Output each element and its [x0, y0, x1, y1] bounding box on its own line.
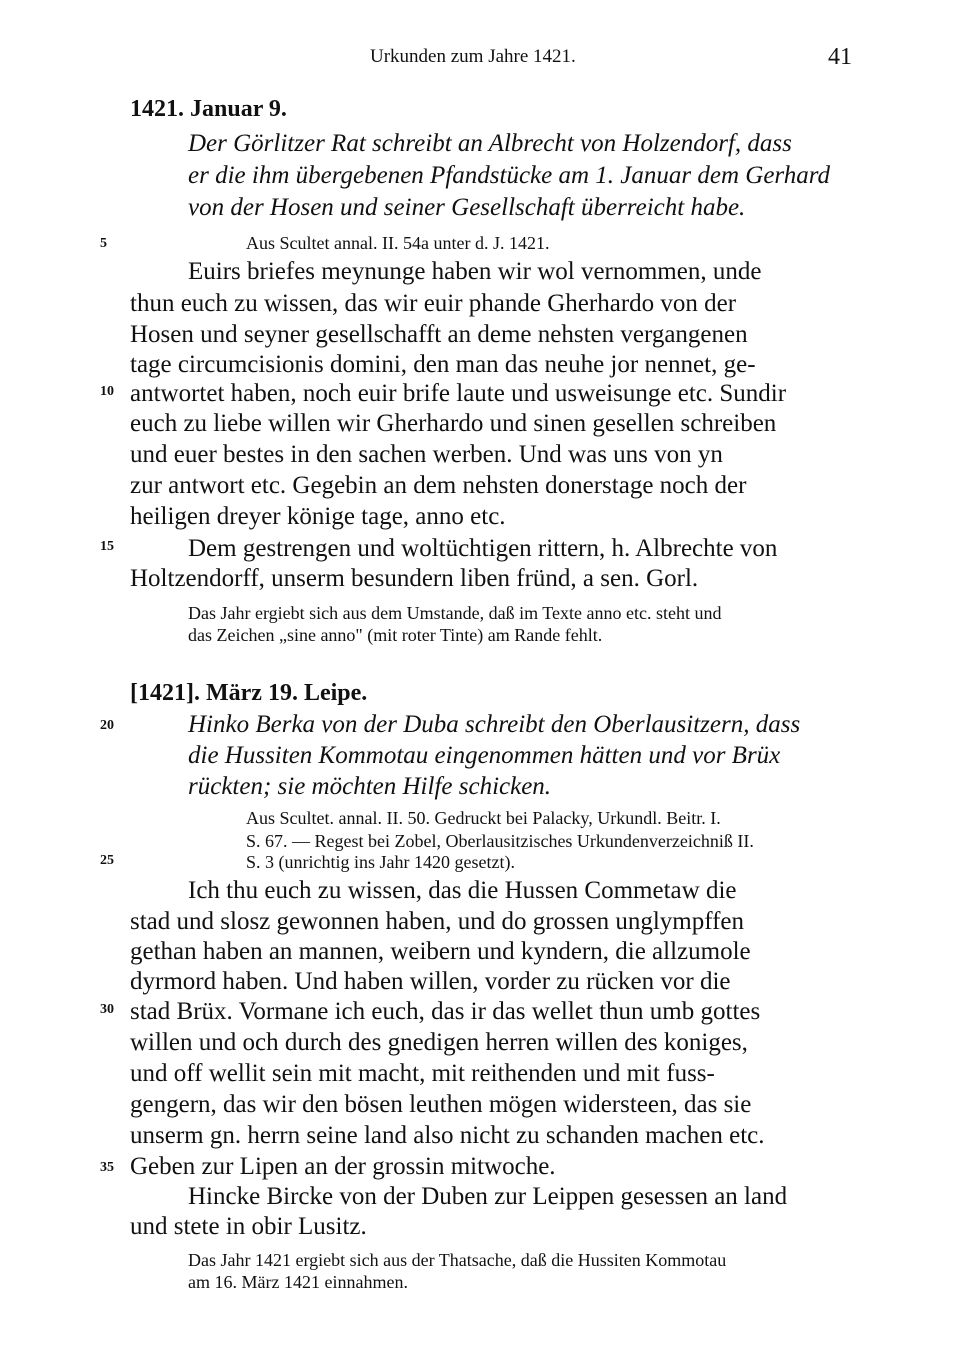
regest-line: von der Hosen und seiner Gesellschaft überreicht habe. [188, 194, 746, 221]
source-note: S. 3 (unrichtig ins Jahr 1420 gesetzt). [246, 852, 515, 872]
page-number: 41 [828, 44, 852, 70]
text-line: unserm gn. herrn seine land also nicht zu schanden machen etc. [130, 1122, 765, 1149]
source-note: Aus Scultet annal. II. 54a unter d. J. 1421. [246, 233, 550, 253]
text-line: antwortet haben, noch euir brife laute und usweisunge etc. Sundir [130, 380, 787, 407]
regest-line: Hinko Berka von der Duba schreibt den Oberlausitzern, dass [188, 711, 801, 738]
text-line: Dem gestrengen und woltüchtigen rittern, h. Albrechte von [188, 535, 778, 562]
line-number: 10 [100, 384, 114, 399]
text-line: willen und och durch des gnedigen herren willen des koniges, [130, 1029, 748, 1056]
text-line: und off wellit sein mit macht, mit reithenden und mit fuss- [130, 1060, 715, 1087]
text-line: dyrmord haben. Und haben willen, vorder zu rücken vor die [130, 968, 731, 995]
source-note: S. 67. — Regest bei Zobel, Oberlausitzisches Urkundenverzeichniß II. [246, 831, 754, 851]
entry-heading: 1421. Januar 9. [130, 96, 287, 122]
line-number: 15 [100, 539, 114, 554]
text-line: heiligen dreyer könige tage, anno etc. [130, 503, 506, 530]
text-line: stad und slosz gewonnen haben, und do grossen unglympffen [130, 908, 745, 935]
running-title: Urkunden zum Jahre 1421. [370, 46, 576, 67]
regest-line: er die ihm übergebenen Pfandstücke am 1. Januar dem Gerhard [188, 162, 830, 189]
text-line: Holtzendorff, unserm besundern liben fründ, a sen. Gorl. [130, 565, 699, 592]
text-line: thun euch zu wissen, das wir euir phande Gherhardo von der [130, 290, 737, 317]
regest-line: Der Görlitzer Rat schreibt an Albrecht von Holzendorf, dass [188, 130, 792, 157]
line-number: 5 [100, 236, 107, 251]
footnote-line: Das Jahr ergiebt sich aus dem Umstande, daß im Texte anno etc. steht und [188, 603, 722, 623]
text-line: gethan haben an mannen, weibern und kyndern, die allzumole [130, 938, 751, 965]
footnote-line: Das Jahr 1421 ergiebt sich aus der Thatsache, daß die Hussiten Kommotau [188, 1250, 727, 1270]
text-line: tage circumcisionis domini, den man das neuhe jor nennet, ge- [130, 351, 756, 378]
text-line: zur antwort etc. Gegebin an dem nehsten donerstage noch der [130, 472, 747, 499]
text-line: und euer bestes in den sachen werben. Und was uns von yn [130, 441, 723, 468]
regest-line: rückten; sie möchten Hilfe schicken. [188, 773, 552, 800]
footnote-line: das Zeichen „sine anno" (mit roter Tinte) am Rande fehlt. [188, 625, 603, 645]
text-line: stad Brüx. Vormane ich euch, das ir das wellet thun umb gottes [130, 998, 761, 1025]
text-line: Euirs briefes meynunge haben wir wol vernommen, unde [188, 258, 762, 285]
line-number: 30 [100, 1002, 114, 1017]
text-line: gengern, das wir den bösen leuthen mögen widersteen, das sie [130, 1091, 752, 1118]
line-number: 20 [100, 718, 114, 733]
text-line: Ich thu euch zu wissen, das die Hussen Commetaw die [188, 877, 737, 904]
line-number: 25 [100, 853, 114, 868]
entry-heading: [1421]. März 19. Leipe. [130, 680, 368, 706]
text-line: Hosen und seyner gesellschafft an deme nehsten vergangenen [130, 321, 748, 348]
source-note: Aus Scultet. annal. II. 50. Gedruckt bei Palacky, Urkundl. Beitr. I. [246, 808, 721, 828]
footnote-line: am 16. März 1421 einnahmen. [188, 1272, 408, 1292]
text-line: und stete in obir Lusitz. [130, 1213, 367, 1240]
regest-line: die Hussiten Kommotau eingenommen hätten und vor Brüx [188, 742, 781, 769]
line-number: 35 [100, 1160, 114, 1175]
text-line: euch zu liebe willen wir Gherhardo und sinen gesellen schreiben [130, 410, 777, 437]
text-line: Geben zur Lipen an der grossin mitwoche. [130, 1153, 556, 1180]
text-line: Hincke Bircke von der Duben zur Leippen gesessen an land [188, 1183, 788, 1210]
